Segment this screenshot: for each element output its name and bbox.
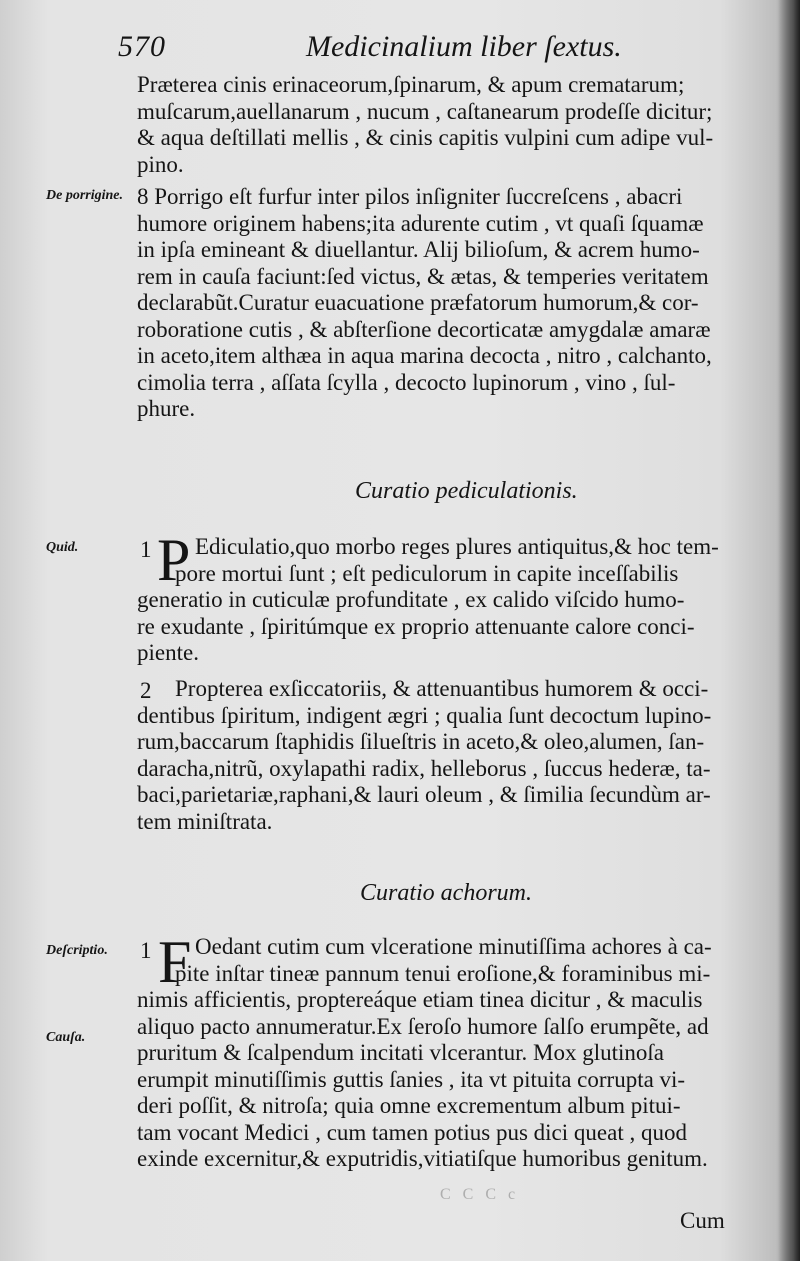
pediculatio-paragraph-2 <box>137 676 765 835</box>
margin-note-porrigo: De porrigine. <box>46 188 123 203</box>
catchword: Cum <box>680 1208 725 1233</box>
text-line: Præterea cinis erinaceorum,ſpinarum, & apum crematarum; <box>137 72 685 97</box>
text-line: in ipſa emineant & diuellantur. Alij bilioſum, & acrem humo- <box>137 237 700 262</box>
text-line: 8 Porrigo eſt furfur inter pilos inſigniter ſuccreſcens , abacri <box>137 184 683 209</box>
paragraph-number: 2 <box>140 678 152 703</box>
text-line: pite inſtar tineæ pannum tenui eroſione,& foraminibus mi- <box>175 960 711 986</box>
text-line: cimolia terra , aſſata ſcylla , decocto lupinorum , vino , ſul- <box>137 369 676 395</box>
text-line: rem in cauſa faciunt:ſed victus, & ætas, & temperies veritatem <box>137 263 709 289</box>
paragraph-number: 1 <box>140 938 152 963</box>
porrigo-continuation <box>137 72 765 178</box>
text-line: Propterea exſiccatoriis, & attenuantibus humorem & occi- <box>175 676 709 701</box>
text-line: daracha,nitrũ, oxylapathi radix, helleborus , ſuccus hederæ, ta- <box>137 755 711 781</box>
text-line: in aceto,item althæa in aqua marina decocta , nitro , calchanto, <box>137 343 712 368</box>
text-line: Ediculatio,quo morbo reges plures antiquitus,& hoc tem- <box>195 534 719 559</box>
text-line: pino. <box>137 151 184 177</box>
text-line: erumpit minutiſſimis guttis ſanies , ita vt pituita corrupta vi- <box>137 1066 686 1092</box>
signature-mark: C C C c <box>440 1186 520 1203</box>
running-title: Medicinalium liber ſextus. <box>306 30 622 63</box>
paragraph-number: 1 <box>140 537 152 562</box>
section-heading-pediculatio: Curatio pediculationis. <box>355 478 578 504</box>
margin-note-descriptio: Deſcriptio. <box>46 943 108 958</box>
text-line: generatio in cuticulæ profunditate , ex calido viſcido humo- <box>137 587 685 612</box>
text-line: tem miniſtrata. <box>137 808 273 834</box>
text-line: phure. <box>137 396 196 421</box>
text-line: nimis afficientis, proptereáque etiam tinea dicitur , & maculis <box>137 987 703 1012</box>
page-number: 570 <box>118 30 166 63</box>
text-line: pruritum & ſcalpendum incitati vlcerantur. Mox glutinoſa <box>137 1040 664 1065</box>
drop-cap-p: P <box>157 527 191 593</box>
show-through-texture <box>150 470 156 496</box>
text-line: aliquo pacto annumeratur.Ex ſeroſo humore ſalſo erumpẽte, ad <box>137 1013 709 1039</box>
page-gutter-shadow <box>778 0 800 1261</box>
margin-note-causa: Cauſa. <box>46 1030 86 1045</box>
text-line: muſcarum,auellanarum , nucum , caſtanearum prodeſſe dicitur; <box>137 98 713 124</box>
text-line: baci,parietariæ,raphani,& lauri oleum , & ſimilia ſecundùm ar- <box>137 782 711 807</box>
text-line: pore mortui ſunt ; eſt pediculorum in capite inceſſabilis <box>175 560 679 586</box>
page-header <box>118 30 658 70</box>
text-line: exinde excernitur,& exputridis,vitiatiſque humoribus genitum. <box>137 1146 708 1171</box>
section-heading-achores: Curatio achorum. <box>360 880 533 906</box>
pediculatio-paragraph-1 <box>137 527 765 667</box>
text-line: deri poſſit, & nitroſa; quia omne excrementum album pitui- <box>137 1093 681 1118</box>
text-line: rum,baccarum ſtaphidis ſilueſtris in aceto,& oleo,alumen, ſan- <box>137 729 705 754</box>
text-line: declarabũt.Curatur euacuatione præfatorum humorum,& cor- <box>137 290 699 315</box>
text-line: humore originem habens;ita adurente cutim , vt quaſi ſquamæ <box>137 210 704 236</box>
text-line: tam vocant Medici , cum tamen potius pus dici queat , quod <box>137 1119 687 1145</box>
text-line: roboratione cutis , & abſterſione decorticatæ amygdalæ amaræ <box>137 316 711 342</box>
text-line: piente. <box>137 640 199 665</box>
achores-paragraph <box>137 929 765 1173</box>
text-line: Oedant cutim cum vlceratione minutiſſima achores à ca- <box>195 934 712 959</box>
text-line: dentibus ſpiritum, indigent ægri ; qualia ſunt decoctum lupino- <box>137 702 712 728</box>
text-line: & aqua deſtillati mellis , & cinis capitis vulpini cum adipe vul- <box>137 125 714 150</box>
drop-cap-f: F <box>158 929 192 995</box>
text-line: re exudante , ſpiritúmque ex proprio attenuante calore conci- <box>137 613 695 639</box>
margin-note-quid: Quid. <box>46 540 79 555</box>
porrigo-paragraph <box>137 184 765 423</box>
